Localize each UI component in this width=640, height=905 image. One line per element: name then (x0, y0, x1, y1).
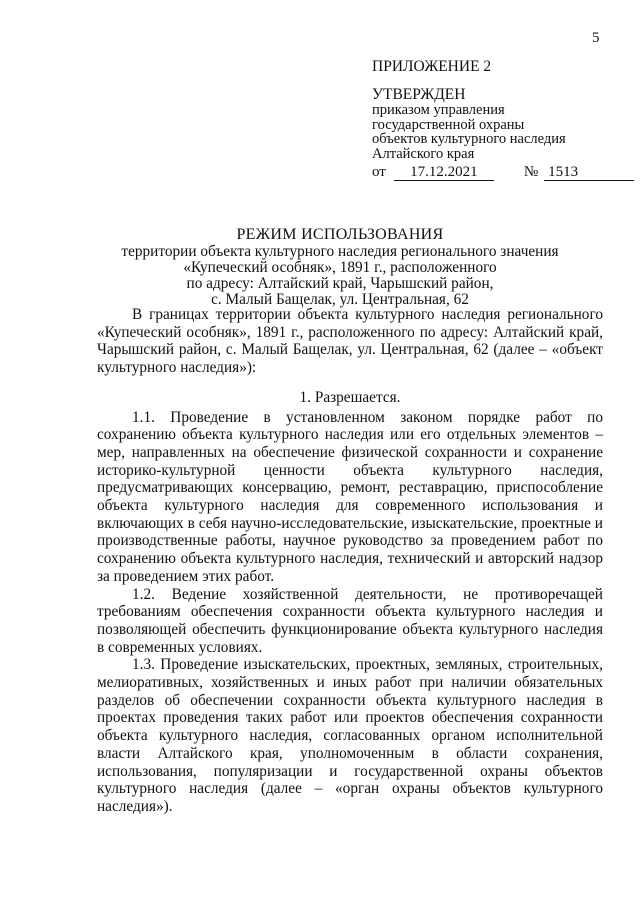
clause-paragraph: 1.1. Проведение в установленном законом порядке работ по сохранению объекта культурного наследия или его отдельных элементов – мер, направленных на обеспечение физической сохранности и сохранение историко-культурной ценности объекта культурного наследия, предусматривающих консервацию, ремонт, реставрацию, приспособление объекта культурного наследия для современного использования и включающих в себя научно-исследовательские, изыскательские, проектные и производственные работы, научное руководство за проведением работ по сохранению объекта культурного наследия, технический и авторский надзор за проведением этих работ. (97, 408, 603, 585)
subtitle-line: с. Малый Бащелак, ул. Центральная, 62 (211, 291, 469, 308)
document-title-block (80, 226, 600, 308)
clause-paragraph: 1.2. Ведение хозяйственной деятельности, не противоречащей требованиям обеспечения сохранности объекта культурного наследия и позволяющей обеспечить функционирование объекта культурного наследия в современных условиях. (97, 585, 603, 656)
intro-paragraph: В границах территории объекта культурного наследия регионального «Купеческий особняк», 1891 г., расположенного по адресу: Алтайский край, Чарышский район, с. Малый Бащелак, ул. Центральная, 62 (далее – «объект культурного наследия»): (97, 306, 603, 377)
subtitle-line: территории объекта культурного наследия регионального значения (121, 243, 559, 260)
subtitle-line: «Купеческий особняк», 1891 г., расположенного (183, 259, 497, 276)
org-line: Алтайского края (372, 145, 475, 162)
subtitle-line: по адресу: Алтайский край, Чарышский район, (186, 275, 494, 292)
order-number: 1513 (544, 164, 634, 181)
order-date: 17.12.2021 (394, 164, 494, 181)
org-line: государственной охраны (372, 116, 525, 133)
date-label: от (372, 164, 386, 180)
document-body (97, 306, 603, 816)
org-line: объектов культурного наследия (372, 131, 566, 147)
number-label: № (523, 164, 539, 180)
document-title: РЕЖИМ ИСПОЛЬЗОВАНИЯ (236, 226, 444, 243)
order-date-row (372, 164, 622, 181)
approved-label: УТВЕРЖДЕН (372, 86, 466, 103)
org-line: приказом управления (372, 102, 505, 118)
approval-block (372, 58, 622, 181)
clause-paragraph: 1.3. Проведение изыскательских, проектных, земляных, строительных, мелиоративных, хозяйственных и иных работ при наличии обязательных разделов об обеспечении сохранности объекта культурного наследия в проектах проведения таких работ или проектов обеспечения сохранности объекта культурного наследия, согласованных органом исполнительной власти Алтайского края, уполномоченным в области сохранения, использования, популяризации и государственной охраны объектов культурного наследия (далее – «орган охраны объектов культурного наследия»). (97, 656, 603, 815)
section-heading: 1. Разрешается. (299, 388, 401, 406)
appendix-label: ПРИЛОЖЕНИЕ 2 (372, 58, 492, 75)
page-number: 5 (592, 30, 600, 46)
